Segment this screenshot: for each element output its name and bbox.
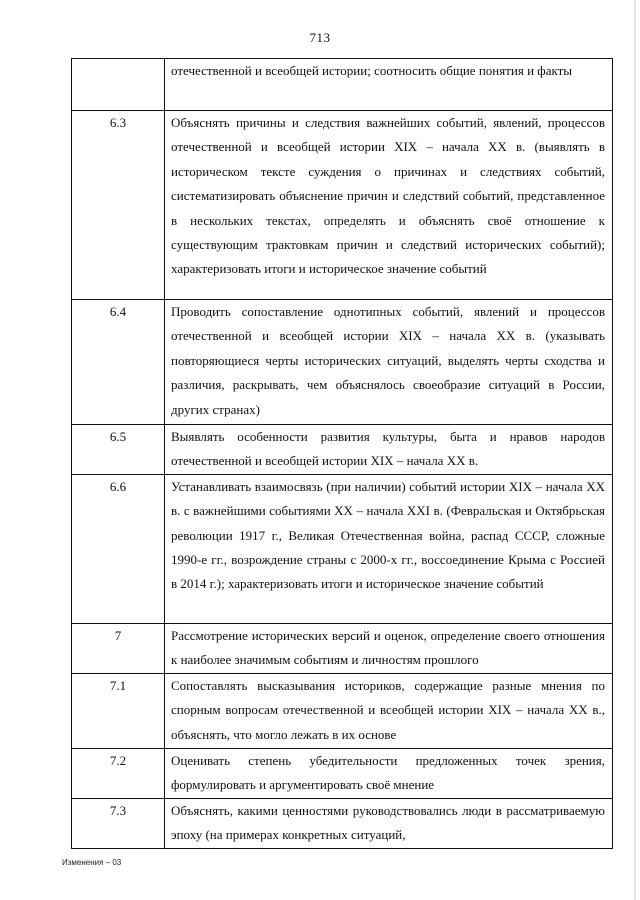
row-text: Устанавливать взаимосвязь (при наличии) событий истории XIX – начала XX в. с важнейшими событиями XX – начала XXI в. (Февральская и Октябрьская революции 1917 г., Великая Отечественная война, распад СССР, сложные 1990-е гг., возрождение страны с 2000-х гг., воссоединение Крыма с Россией в 2014 г.); характеризовать итоги и историческое значение событий xyxy=(165,474,613,623)
row-text: Сопоставлять высказывания историков, содержащие разные мнения по спорным вопросам отечественной и всеобщей истории XIX – начала XX в., объяснять, что могло лежать в их основе xyxy=(165,673,613,748)
row-text: Выявлять особенности развития культуры, быта и нравов народов отечественной и всеобщей истории XIX – начала XX в. xyxy=(165,425,613,475)
row-code: 7.3 xyxy=(72,798,165,848)
footer-revision-note: Изменения – 03 xyxy=(62,858,122,867)
requirements-table xyxy=(71,58,613,849)
table-row xyxy=(72,111,613,300)
row-code xyxy=(72,59,165,111)
row-code: 6.6 xyxy=(72,474,165,623)
row-text: Рассмотрение исторических версий и оценок, определение своего отношения к наиболее значимым событиям и личностям прошлого xyxy=(165,623,613,673)
table-row xyxy=(72,623,613,673)
table-row xyxy=(72,748,613,798)
scan-edge xyxy=(634,0,636,900)
row-code: 6.4 xyxy=(72,300,165,425)
table-row xyxy=(72,474,613,623)
row-text: Оценивать степень убедительности предложенных точек зрения, формулировать и аргументировать своё мнение xyxy=(165,748,613,798)
row-code: 7 xyxy=(72,623,165,673)
row-text: Объяснять причины и следствия важнейших событий, явлений, процессов отечественной и всеобщей истории XIX – начала XX в. (выявлять в историческом тексте суждения о причинах и следствиях событий, систематизировать объяснение причин и следствий событий, представленное в нескольких текстах, определять и объяснять своё отношение к существующим трактовкам причин и следствий исторических событий); характеризовать итоги и историческое значение событий xyxy=(165,111,613,300)
table-row xyxy=(72,300,613,425)
row-code: 6.5 xyxy=(72,425,165,475)
table-row xyxy=(72,673,613,748)
table-row xyxy=(72,798,613,848)
table-row xyxy=(72,59,613,111)
row-text: Проводить сопоставление однотипных событий, явлений и процессов отечественной и всеобщей истории XIX – начала XX в. (указывать повторяющиеся черты исторических ситуаций, выделять черты сходства и различия, раскрывать, чем объяснялось своеобразие ситуаций в России, других странах) xyxy=(165,300,613,425)
row-text: Объяснять, какими ценностями руководствовались люди в рассматриваемую эпоху (на примерах конкретных ситуаций, xyxy=(165,798,613,848)
row-code: 7.1 xyxy=(72,673,165,748)
page-number: 713 xyxy=(309,30,331,45)
row-code: 6.3 xyxy=(72,111,165,300)
row-text: отечественной и всеобщей истории; соотносить общие понятия и факты xyxy=(165,59,613,111)
row-code: 7.2 xyxy=(72,748,165,798)
table-row xyxy=(72,425,613,475)
